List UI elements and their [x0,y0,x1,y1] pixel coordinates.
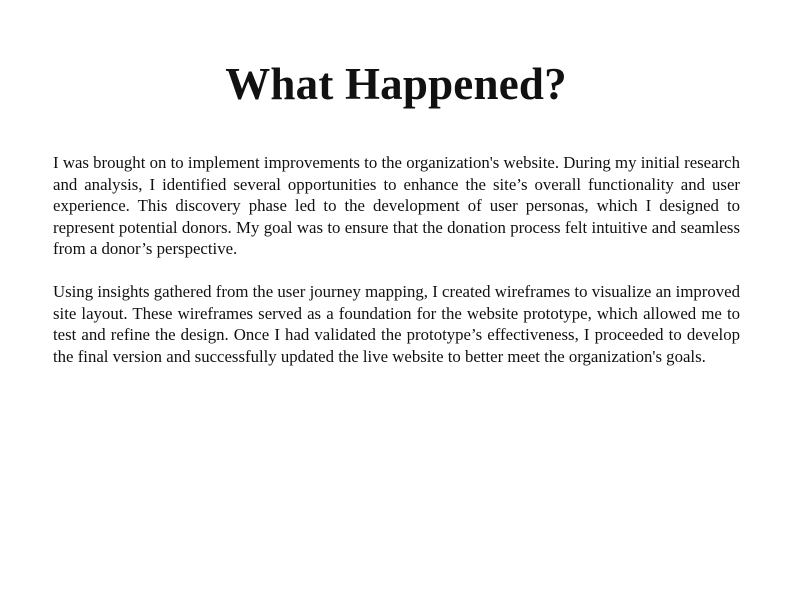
paragraph-what-happened-1: I was brought on to implement improvements to the organization's website. During my initial research and analysis, I identified several opportunities to enhance the site’s overall functionality and user experience. This discovery phase led to the development of user personas, which I designed to represent potential donors. My goal was to ensure that the donation process felt intuitive and seamless from a donor’s perspective. [53,153,740,259]
page-title: What Happened? [225,59,567,109]
body-text [53,152,740,388]
paragraph-what-happened-2: Using insights gathered from the user journey mapping, I created wireframes to visualize an improved site layout. These wireframes served as a foundation for the website prototype, which allowed me to test and refine the design. Once I had validated the prototype’s effectiveness, I proceeded to develop the final version and successfully updated the live website to better meet the organization's goals. [53,281,740,366]
